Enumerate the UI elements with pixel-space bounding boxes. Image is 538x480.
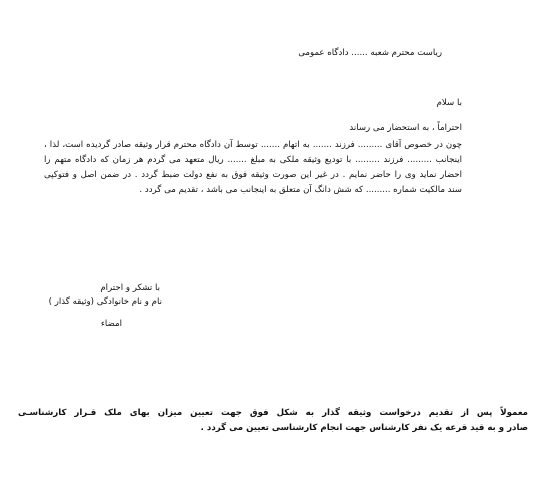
letter-body [44,138,462,198]
closing-name-label: نام و نام خانوادگی (وثیقه گذار ) [48,297,162,307]
note-line: صادر و به قید قرعه یک نفر کارشناس جهت انجام کارشناسی تعیین می گردد . [200,423,528,433]
closing-thanks: با تشکر و احترام [100,283,160,293]
letter-heading: ریاست محترم شعبه ...... دادگاه عمومی [298,48,442,58]
body-line: احضار نماید وی را حاضر نمایم . در غیر این صورت وثیقه فوق به نفع دولت ضبط گردد . در ضمن اصل و فتوکپی [44,170,462,180]
closing-signature-label: امضاء [100,319,122,329]
body-line: سند مالکیت شماره ......... که شش دانگ آن متعلق به اینجانب می باشد ، تقدیم می گردد . [139,185,462,195]
note-line: معمولاً پس از تقدیم درخواست وثیقه گذار به شکل فوق جهت تعیین میزان بهای ملک قـرار کارشناسـی [18,408,528,418]
respect-line: احتراماً ، به استحضار می رساند [349,123,462,133]
body-line: چون در خصوص آقای ......... فرزند ....... به اتهام ....... توسط آن دادگاه محترم قرار وثیقه صادر گردیده است، لذا ، [44,140,462,150]
salutation: با سلام [436,98,462,108]
procedure-note [18,406,528,436]
body-line: اینجانب ......... فرزند ......... با تودیع وثیقه ملکی به مبلغ ....... ریال متعهد می گردم هر زمان که دادگاه متهم را [44,155,462,165]
